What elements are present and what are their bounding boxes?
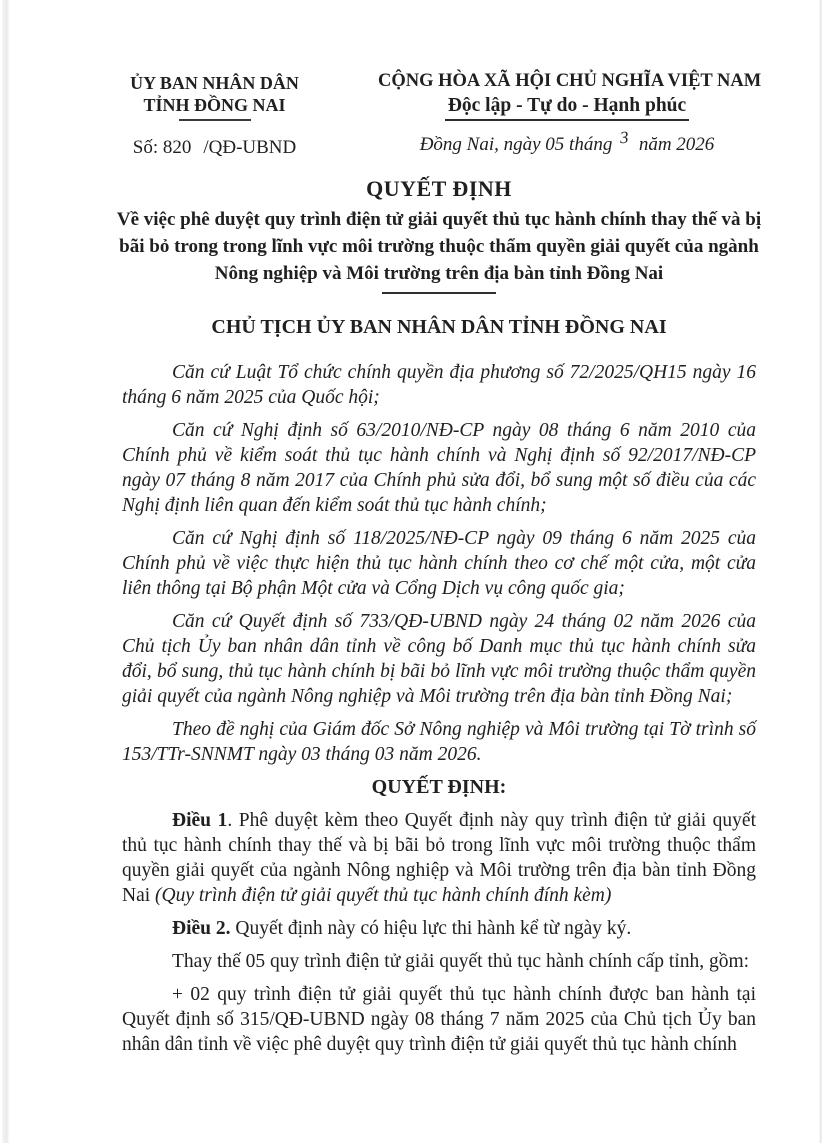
body-paragraph: Thay thế 05 quy trình điện tử giải quyết thủ tục hành chính cấp tỉnh, gồm: bbox=[172, 951, 750, 972]
preamble-paragraph: Căn cứ Nghị định số 118/2025/NĐ-CP ngày 09 tháng 6 năm 2025 của Chính phủ về việc thực hiện thủ tục hành chính theo cơ chế một cửa, một cửa liên thông tại Bộ phận Một cửa và Cổng Dịch vụ công quốc gia; bbox=[122, 528, 756, 599]
scan-left-edge bbox=[2, 0, 10, 1143]
issuing-authority-line1: ỦY BAN NHÂN DÂN bbox=[130, 73, 299, 93]
decree-subject: Về việc phê duyệt quy trình điện tử giải quyết thủ tục hành chính thay thế và bị bãi bỏ trong trong lĩnh vực môi trường thuộc thẩm quyền giải quyết của ngành Nông nghiệp và Môi trường trên địa bàn tỉnh Đồng Nai bbox=[116, 209, 762, 284]
article-2 bbox=[122, 916, 756, 941]
article-1-parenthetical: (Quy trình điện tử giải quyết thủ tục hành chính đính kèm) bbox=[155, 885, 612, 906]
issuing-authority-line2: TỈNH ĐỒNG NAI bbox=[143, 95, 286, 115]
handwritten-month: 3 bbox=[619, 127, 630, 148]
decree-heading: QUYẾT ĐỊNH bbox=[366, 176, 512, 201]
article-1-label: Điều 1 bbox=[172, 810, 228, 831]
scan-right-edge bbox=[819, 0, 822, 1143]
document-number bbox=[122, 137, 307, 159]
authority-underline bbox=[179, 119, 251, 121]
document-number-suffix: /QĐ-UBND bbox=[203, 137, 297, 158]
issuing-authority-block bbox=[122, 70, 307, 159]
national-motto-wrap bbox=[378, 94, 756, 121]
national-header-block bbox=[378, 70, 762, 156]
preamble-paragraph: Căn cứ Quyết định số 733/QĐ-UBND ngày 24 tháng 02 năm 2026 của Chủ tịch Ủy ban nhân dân tỉnh về công bố Danh mục thủ tục hành chính sửa đổi, bổ sung, thủ tục hành chính bị bãi bỏ lĩnh vực môi trường thuộc thẩm quyền giải quyết của ngành Nông nghiệp và Môi trường trên địa bàn tỉnh Đồng Nai; bbox=[122, 611, 756, 707]
decision-heading: QUYẾT ĐỊNH: bbox=[371, 776, 507, 798]
national-motto: Độc lập - Tự do - Hạnh phúc bbox=[445, 94, 689, 121]
dateline-year: năm 2026 bbox=[638, 134, 715, 155]
article-1-text: . Phê duyệt kèm theo Quyết định này quy trình điện tử giải quyết thủ tục hành chính thay thế và bị bãi bỏ trong lĩnh vực môi trường thuộc thẩm quyền giải quyết của ngành Nông nghiệp và Môi trường trên địa bàn tỉnh Đồng Nai bbox=[122, 810, 757, 906]
body-paragraph: + 02 quy trình điện tử giải quyết thủ tục hành chính được ban hành tại Quyết định số 315/QĐ-UBND ngày 08 tháng 7 năm 2025 của Chủ tịch Ủy ban nhân dân tỉnh về việc phê duyệt quy trình điện tử giải quyết thủ tục hành chính bbox=[122, 984, 756, 1055]
preamble-paragraph: Căn cứ Luật Tổ chức chính quyền địa phương số 72/2025/QH15 ngày 16 tháng 6 năm 2025 của Quốc hội; bbox=[122, 362, 756, 408]
document-header bbox=[122, 70, 762, 159]
dateline-text: Đồng Nai, ngày 05 tháng bbox=[419, 134, 613, 155]
preamble-paragraph: Theo đề nghị của Giám đốc Sở Nông nghiệp và Môi trường tại Tờ trình số 153/TTr-SNNMT ngày 03 tháng 03 năm 2026. bbox=[122, 719, 756, 765]
title-divider bbox=[382, 292, 496, 294]
document-body bbox=[122, 360, 756, 1057]
document-content bbox=[116, 70, 762, 1057]
preamble-paragraph: Căn cứ Nghị định số 63/2010/NĐ-CP ngày 08 tháng 6 năm 2010 của Chính phủ về kiểm soát thủ tục hành chính và Nghị định số 92/2017/NĐ-CP ngày 07 tháng 8 năm 2017 của Chính phủ sửa đổi, bổ sung một số điều của các Nghị định liên quan đến kiểm soát thủ tục hành chính; bbox=[122, 420, 756, 516]
national-title: CỘNG HÒA XÃ HỘI CHỦ NGHĨA VIỆT NAM bbox=[378, 71, 762, 91]
article-1 bbox=[122, 808, 756, 908]
article-2-text: Quyết định này có hiệu lực thi hành kể từ ngày ký. bbox=[230, 918, 632, 939]
document-number-value: Số: 820 bbox=[132, 137, 192, 158]
authority-heading: CHỦ TỊCH ỦY BAN NHÂN DÂN TỈNH ĐỒNG NAI bbox=[211, 316, 667, 338]
article-2-label: Điều 2. bbox=[172, 918, 231, 939]
dateline bbox=[378, 127, 756, 156]
